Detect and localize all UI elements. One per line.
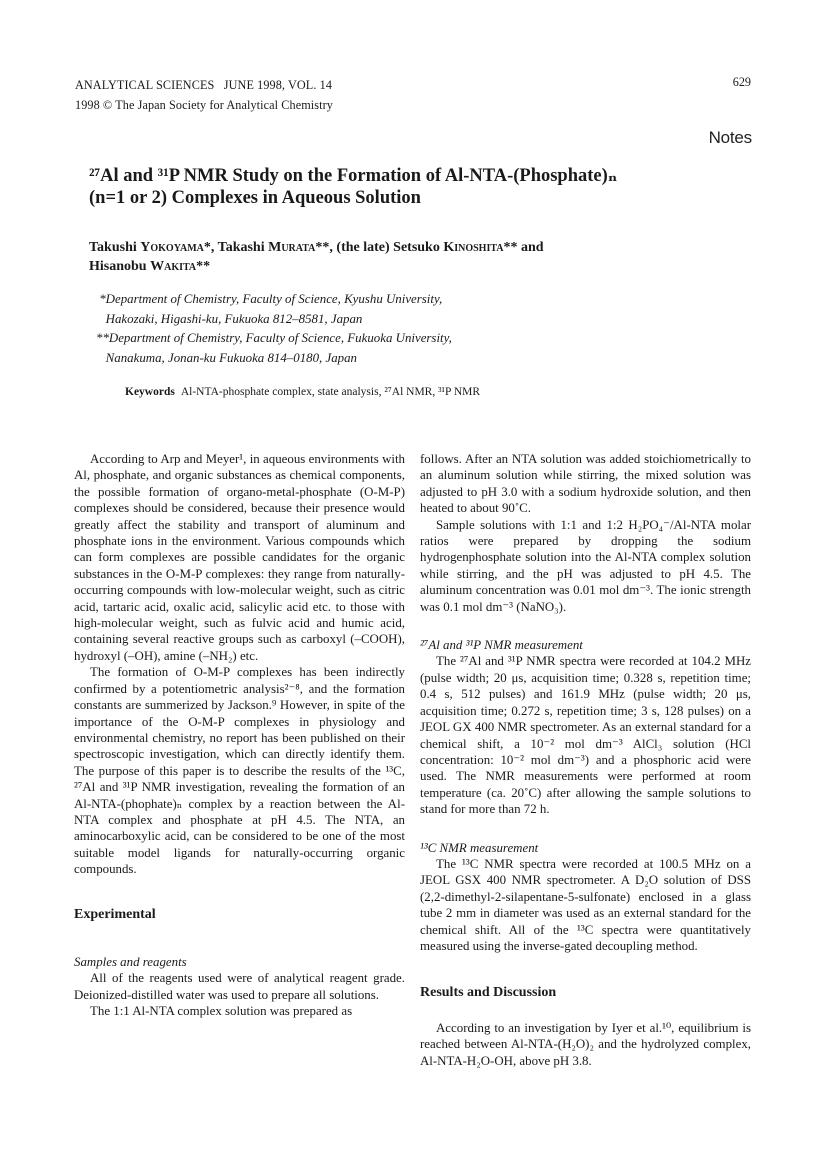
- article-title: [89, 165, 709, 209]
- section-label: Notes: [708, 128, 752, 147]
- paragraph: The 1:1 Al-NTA complex solution was prepared as: [90, 1004, 353, 1019]
- author-4-mark: **: [196, 259, 211, 274]
- author-2-first: Takashi: [217, 240, 269, 255]
- author-2-mark: **,: [315, 240, 337, 255]
- page-number: 629: [732, 75, 751, 89]
- author-1-first: Takushi: [89, 240, 141, 255]
- title-line-1: ²⁷Al and ³¹P NMR Study on the Formation of Al-NTA-(Phosphate)ₙ: [89, 166, 618, 186]
- subsection-heading: ¹³C NMR measurement: [420, 840, 539, 855]
- section-heading-results: Results and Discussion: [420, 985, 557, 1001]
- author-1-mark: *,: [203, 240, 218, 255]
- author-3-first: (the late) Setsuko: [336, 240, 444, 255]
- keywords-text: Al-NTA-phosphate complex, state analysis, ²⁷Al NMR, ³¹P NMR: [180, 386, 481, 398]
- copyright-line: 1998 © The Japan Society for Analytical Chemistry: [75, 98, 333, 112]
- affiliation-line: **Department of Chemistry, Faculty of Science, Fukuoka University,: [96, 331, 452, 346]
- author-list: [89, 238, 729, 276]
- affiliation-line: *Department of Chemistry, Faculty of Science, Kyushu University,: [96, 292, 443, 306]
- paragraph: According to Arp and Meyer¹, in aqueous environments with Al, phosphate, and organic substances as chemical components, the possible formation of organo-metal-phosphate (O-M-P) complexes should be considered, because their presence would greatly affect the stability and transport of aluminum and phosphate ions in the environment. Various compounds which can form complexes are possible candidates for the organic substances in the O-M-P complexes: they range from naturally-occurring compounds with low-molecular weight, such as citric acid, tartaric acid, oxalic acid, salicylic acid etc. to those with high-molecular weight, such as fulvic acid and humic acid, containing several reactive groups such as carboxyl (–COOH), hydroxyl (–OH), amine (–NH₂) etc.: [74, 452, 405, 663]
- author-4-first: Hisanobu: [89, 259, 151, 274]
- paragraph: follows. After an NTA solution was added stoichiometrically to an aluminum solution while stirring, the mixed solution was adjusted to pH 3.0 with a sodium hydroxide solution, and then heated to about 90˚C.: [420, 452, 751, 516]
- subsection-heading: Samples and reagents: [74, 954, 187, 969]
- affiliations: [96, 290, 656, 368]
- right-column: [420, 451, 751, 1069]
- paragraph: Sample solutions with 1:1 and 1:2 H₂PO₄⁻/Al-NTA molar ratios were prepared by dropping the sodium hydrogenphosphate solution into the Al-NTA complex solution while stirring, and the pH was adjusted to pH 4.5. The aluminum concentration was 0.01 mol dm⁻³. The ionic strength was 0.1 mol dm⁻³ (NaNO₃).: [420, 517, 751, 614]
- author-4-last: Wakita: [150, 259, 197, 274]
- section-heading-experimental: Experimental: [74, 906, 156, 922]
- journal-header: [75, 75, 333, 115]
- title-line-2: (n=1 or 2) Complexes in Aqueous Solution: [89, 188, 421, 208]
- author-1-last: Yokoyama: [140, 240, 204, 255]
- keywords-label: Keywords: [125, 386, 175, 398]
- paragraph: The ¹³C NMR spectra were recorded at 100.5 MHz on a JEOL GSX 400 NMR spectrometer. A D₂O solution of DSS (2,2-dimethyl-2-silapentane-5-sulfonate) enclosed in a glass tube 2 mm in diameter was used as an external standard for the chemical shift. All of the ¹³C spectra were quantitatively measured using the inverse-gated decoupling method.: [420, 856, 751, 953]
- author-3-mark: ** and: [503, 240, 544, 255]
- keywords: [125, 386, 480, 398]
- affiliation-line: Hakozaki, Higashi-ku, Fukuoka 812–8581, Japan: [96, 311, 363, 326]
- paragraph: The formation of O-M-P complexes has been indirectly confirmed by a potentiometric analysis²⁻⁸, and the formation constants are summerized by Jackson.⁹ However, in spite of the importance of the O-M-P complexes in physiology and environmental chemistry, no report has been published on their spectroscopic investigation, which can directly identify them. The purpose of this paper is to describe the results of the ¹³C, ²⁷Al and ³¹P NMR investigation, revealing the formation of an Al-NTA-(phophate)ₙ complex by a reaction between the Al-NTA complex and phosphate at pH 4.5. The NTA, an aminocarboxylic acid, can be considered to be one of the most suitable model ligands for naturally-occurring organic compounds.: [74, 665, 405, 877]
- author-3-last: Kinoshita: [443, 240, 504, 255]
- paragraph: According to an investigation by Iyer et al.¹⁰, equilibrium is reached between Al-NTA-(H₂O)₂ and the hydrolyzed complex, Al-NTA-H₂O-OH, above pH 3.8.: [420, 1020, 751, 1068]
- left-column: [74, 451, 405, 1020]
- paragraph: The ²⁷Al and ³¹P NMR spectra were recorded at 104.2 MHz (pulse width; 20 μs, acquisition time; 0.328 s, repetition time; 0.4 s, 512 pulses) and 161.9 MHz (pulse width; 20 μs, acquisition time; 0.272 s, repetition time; 3 s, 128 pulses) on a JEOL GX 400 NMR spectrometer. As an external standard for a chemical shift, a 10⁻² mol dm⁻³ AlCl₃ solution (HCl concentration: 10⁻² mol dm⁻³) and a phosphoric acid were used. The NMR measurements were performed at room temperature (ca. 20˚C) after allowing the sample solutions to stand for more than 72 h.: [420, 654, 751, 817]
- paragraph: All of the reagents used were of analytical reagent grade. Deionized-distilled water was used to prepare all solutions.: [74, 971, 405, 1002]
- affiliation-line: Nanakuma, Jonan-ku Fukuoka 814–0180, Japan: [96, 350, 357, 365]
- author-2-last: Murata: [268, 240, 316, 255]
- journal-line: ANALYTICAL SCIENCES JUNE 1998, VOL. 14: [75, 78, 333, 92]
- subsection-heading: ²⁷Al and ³¹P NMR measurement: [420, 638, 583, 653]
